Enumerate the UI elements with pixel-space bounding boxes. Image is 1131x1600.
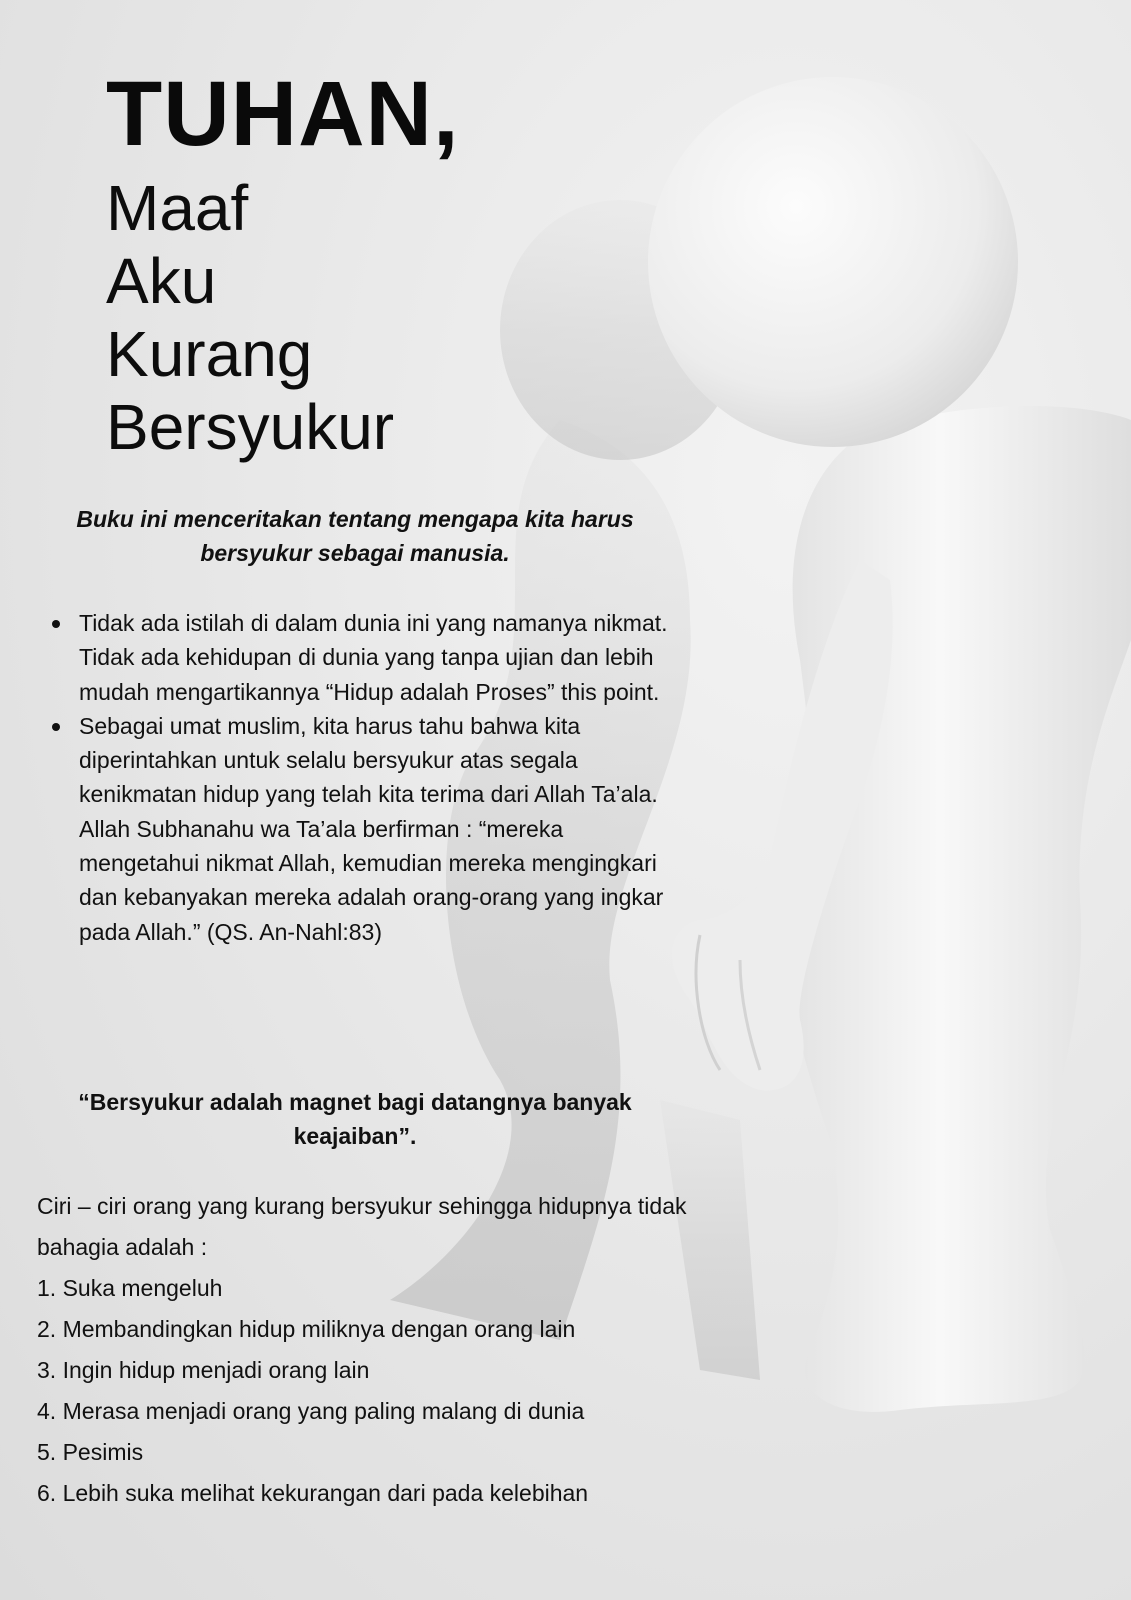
ciri-item: 6. Lebih suka melihat kekurangan dari pada kelebihan: [37, 1480, 589, 1506]
ciri-intro: Ciri – ciri orang yang kurang bersyukur sehingga hidupnya tidak bahagia adalah :: [37, 1193, 687, 1260]
bullet-text: Sebagai umat muslim, kita harus tahu bahwa kita diperintahkan untuk selalu bersyukur atas segala kenikmatan hidup yang telah kita terima dari Allah Ta’ala. Allah Subhanahu wa Ta’ala berfirman : “mereka mengetahui nikmat Allah, kemudian mereka mengingkari dan kebanyakan mereka adalah orang-orang yang ingkar pada Allah.” (QS. An-Nahl:83): [79, 712, 664, 945]
figure-head: [648, 77, 1018, 447]
bullet-dot-icon: [52, 723, 60, 731]
subtitle-line: Bersyukur: [106, 391, 395, 463]
ciri-item: 3. Ingin hidup menjadi orang lain: [37, 1357, 370, 1383]
ciri-item: 4. Merasa menjadi orang yang paling malang di dunia: [37, 1398, 585, 1424]
bullet-dot-icon: [52, 620, 60, 628]
bullet-item: [34, 709, 684, 949]
subtitle-line: Maaf: [106, 172, 249, 244]
bullet-list: [34, 606, 684, 949]
subtitle-line: Kurang: [106, 318, 313, 390]
bullet-item: [34, 606, 684, 709]
bullet-text: Tidak ada istilah di dalam dunia ini yang namanya nikmat. Tidak ada kehidupan di dunia yang tanpa ujian dan lebih mudah mengartikannya “Hidup adalah Proses” this point.: [79, 610, 668, 705]
ciri-item: 5. Pesimis: [37, 1439, 144, 1465]
intro-text: Buku ini menceritakan tentang mengapa kita harus bersyukur sebagai manusia.: [76, 506, 634, 566]
page-subtitle: [106, 172, 394, 464]
subtitle-line: Aku: [106, 245, 217, 317]
ciri-item: 2. Membandingkan hidup miliknya dengan orang lain: [37, 1316, 576, 1342]
ciri-list: [37, 1268, 588, 1514]
page-title: TUHAN,: [106, 63, 460, 165]
quote-text: “Bersyukur adalah magnet bagi datangnya banyak keajaiban”.: [78, 1089, 632, 1149]
ciri-item: 1. Suka mengeluh: [37, 1275, 223, 1301]
